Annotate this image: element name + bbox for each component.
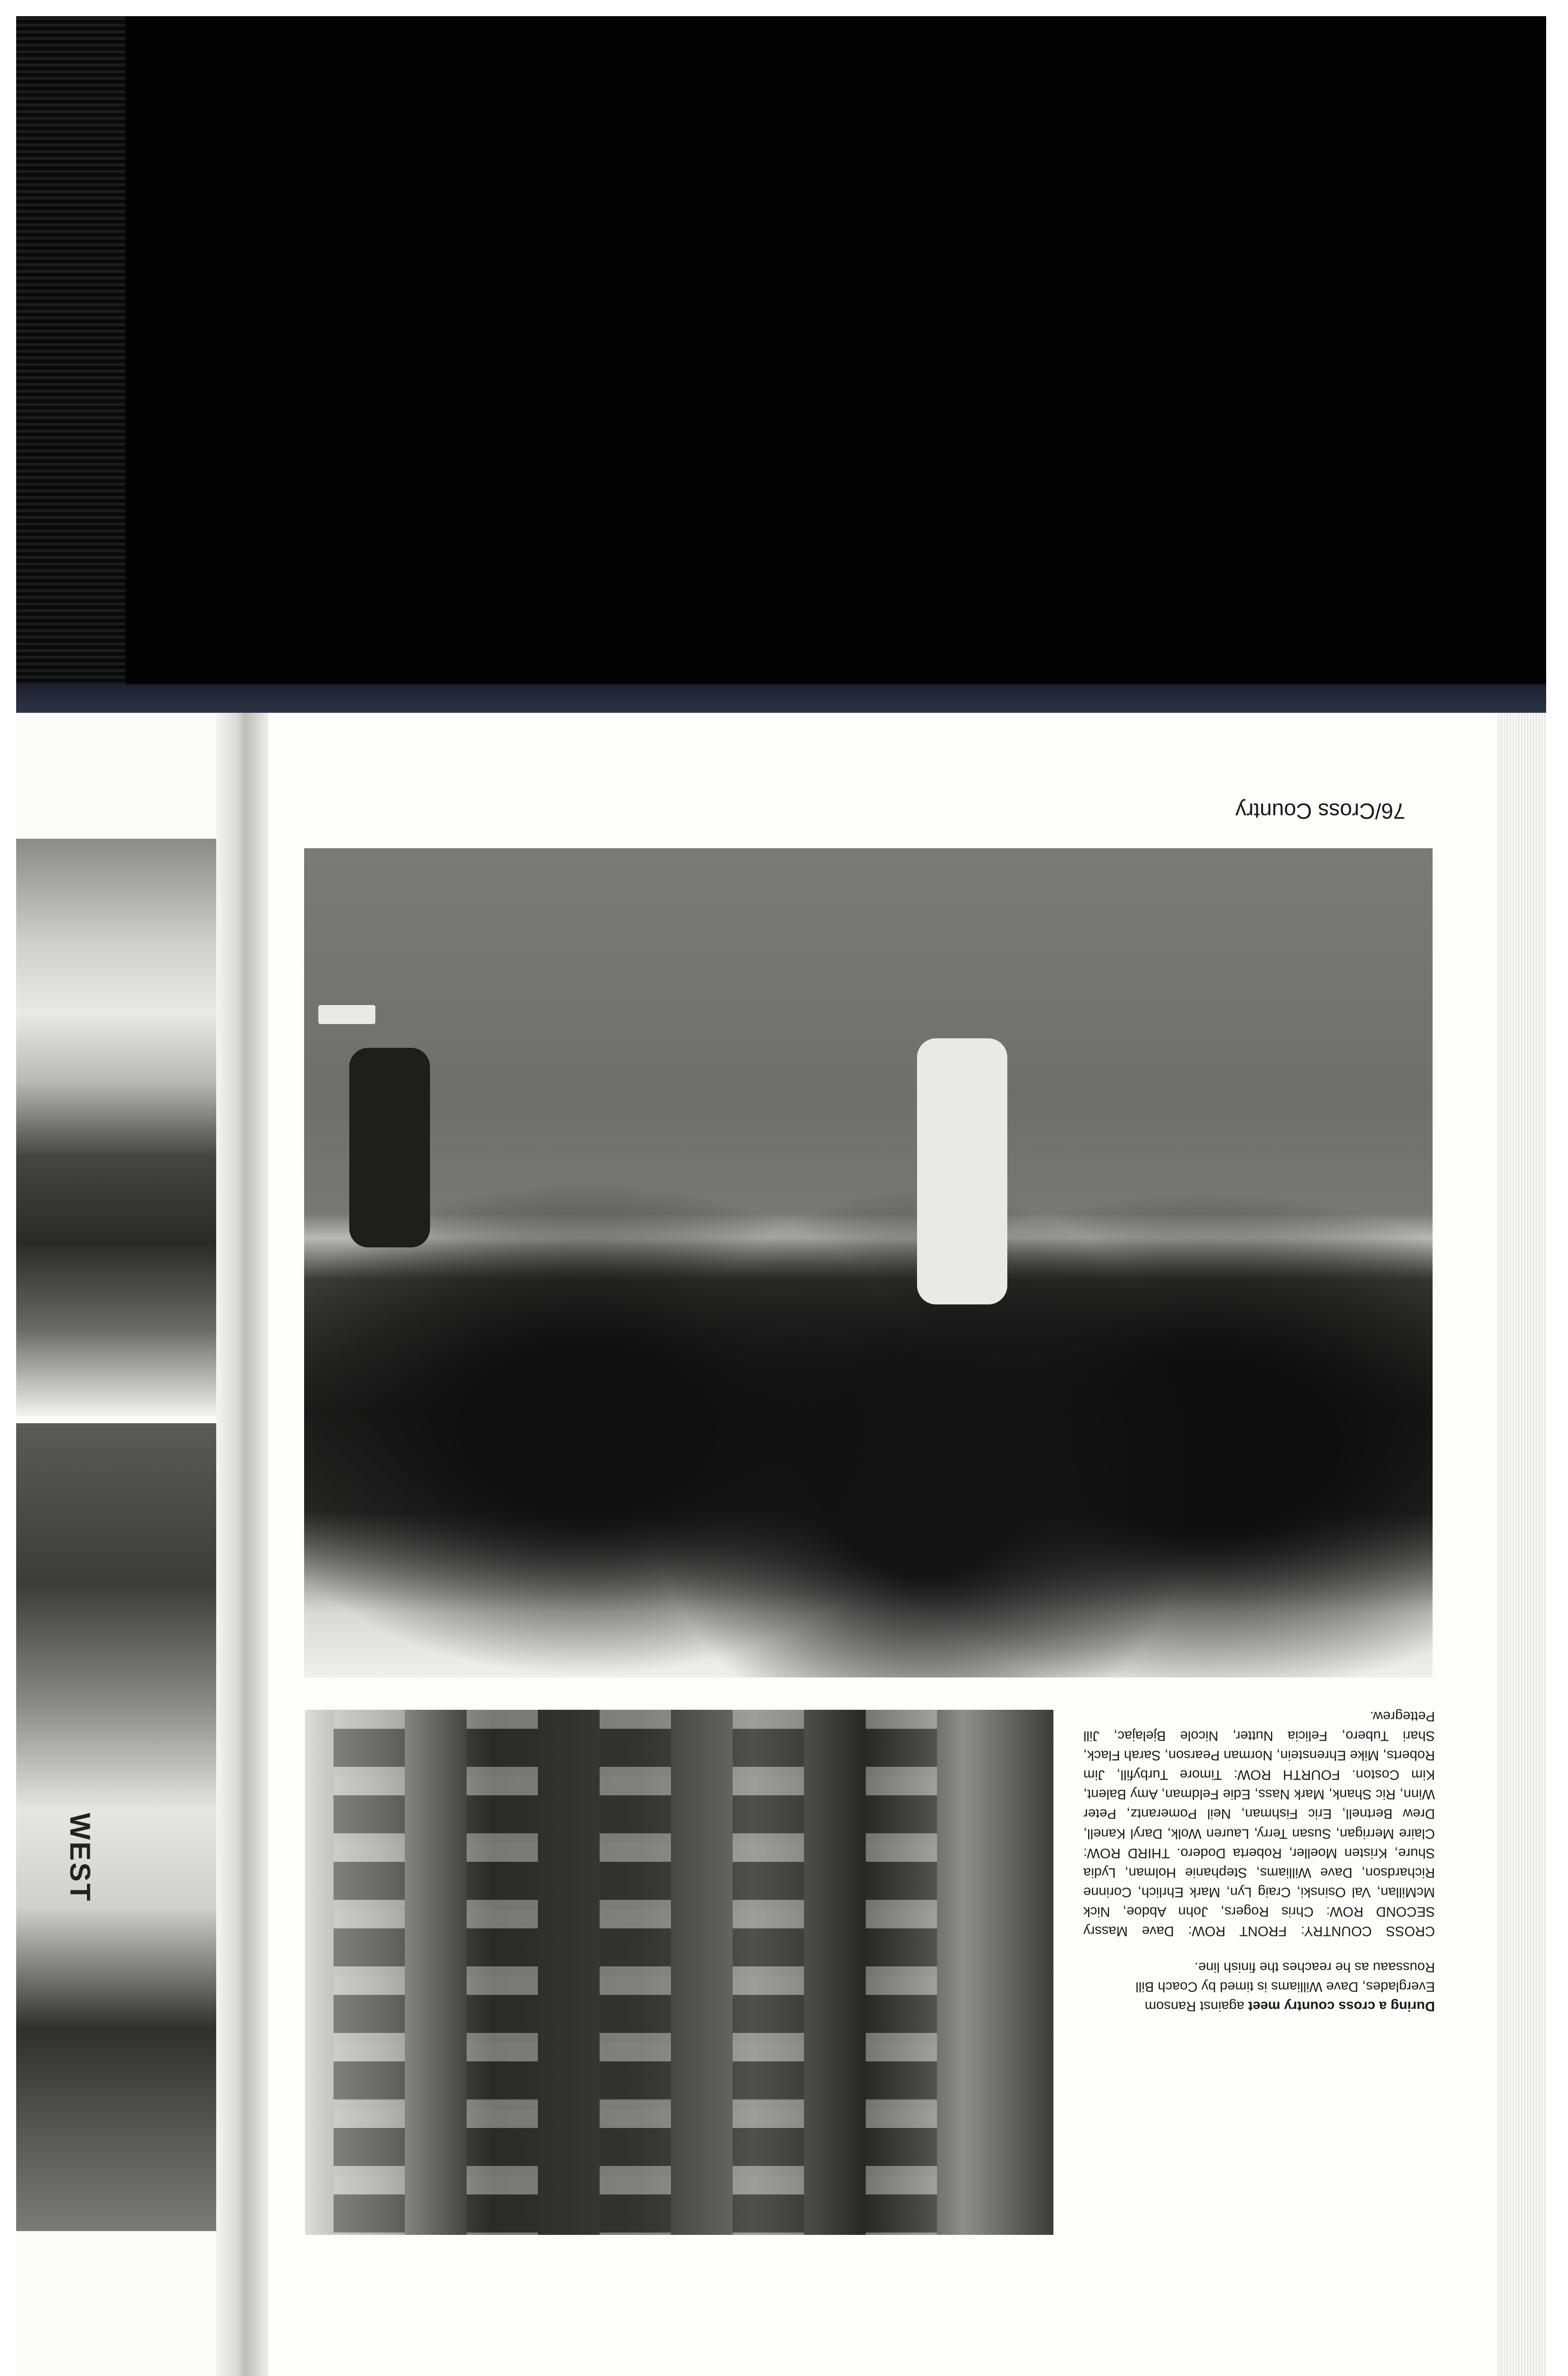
- jersey-lettering: WEST: [64, 1812, 96, 1903]
- caption-block: [1083, 1706, 1435, 2016]
- meet-caption-text: against Ransom Everglades, Dave Williams is timed by Coach Bill Roussaau as he reaches the finish line.: [1135, 1959, 1435, 2014]
- team-row: [334, 1710, 405, 2235]
- black-backing-board: [16, 16, 1546, 699]
- cross-country-meet-photo: [304, 848, 1433, 1677]
- book-spine-edge: [16, 16, 125, 699]
- page-stack-edge: [1497, 713, 1547, 2376]
- page-gutter: [216, 713, 268, 2376]
- book-cover-rim: [16, 684, 1546, 713]
- team-group-photo: [305, 1710, 1053, 2235]
- finish-flag: [318, 1005, 375, 1024]
- team-roster-caption: CROSS COUNTRY: FRONT ROW: Dave Massry SECOND ROW: Chris Rogers, John Abdoe, Nick McMillan, Val Osinski, Craig Lyn, Mark Ehrlich, Corinne Richardson, Dave Williams, Stephanie Holman, Lydia Shure, Kristen Moeller, Roberta Dodero. THIRD ROW: Claire Merrigan, Susan Terry, Lauren Wolk, Daryl Kanell, Drew Bertnell, Eric Fishman, Neil Pomerantz, Peter Winn, Ric Shank, Mark Nass, Edie Feldman, Amy Balent, Kim Coston. FOURTH ROW: Timore Turbyfill, Jim Roberts, Mike Ehrenstein, Norman Pearson, Sarah Flack, Shari Tubero, Felicia Nutter, Nicole Bjelajac, Jill Pettegrew.: [1083, 1708, 1435, 1939]
- team-row: [600, 1710, 671, 2235]
- team-row: [733, 1710, 804, 2235]
- runner-dark: [349, 1048, 430, 1247]
- runner-white: [917, 1038, 1007, 1304]
- page-folio: 76/Cross Country: [1235, 799, 1405, 824]
- left-page-photo-top: [16, 839, 218, 1416]
- meet-caption: [1083, 1957, 1435, 2016]
- left-page-photo-runner: [16, 1423, 218, 2231]
- meet-caption-lead: During a cross country meet: [1248, 1998, 1435, 2014]
- team-row: [467, 1710, 538, 2235]
- team-row: [866, 1710, 937, 2235]
